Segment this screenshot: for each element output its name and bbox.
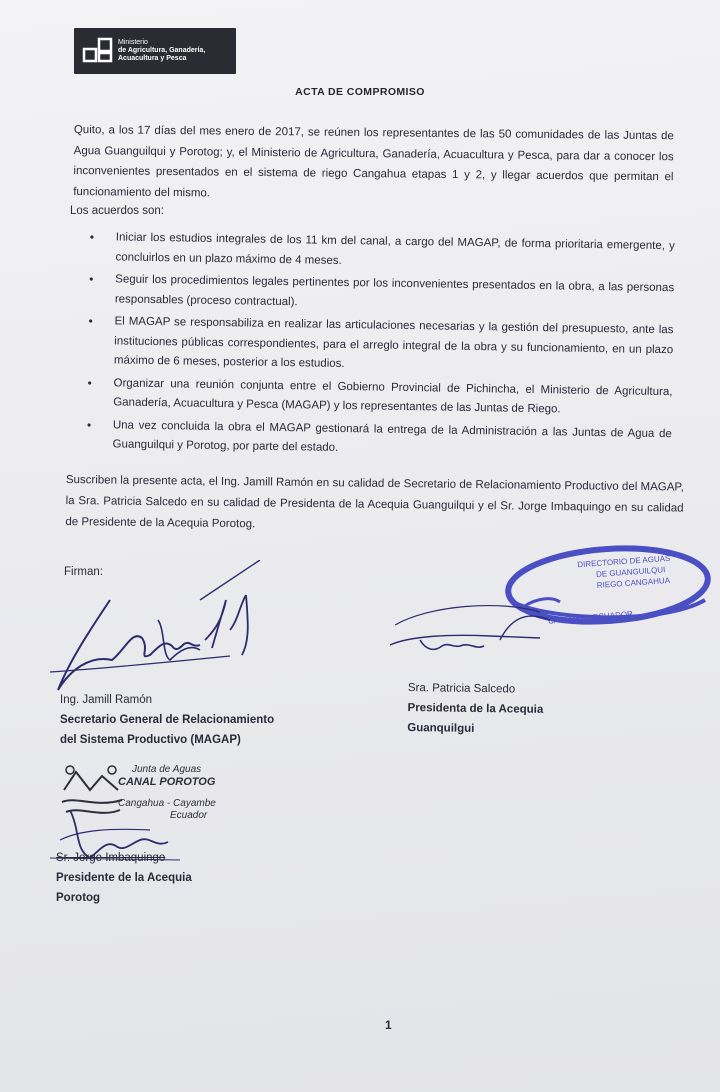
porotog-stamp-line-2: CANAL POROTOG <box>118 776 216 788</box>
salcedo-role-line-2: Guanquilgui <box>407 721 475 735</box>
ramon-name: Ing. Jamill Ramón <box>60 694 153 706</box>
salcedo-signatory-block <box>407 678 544 740</box>
ministry-logo-text <box>118 39 234 63</box>
porotog-stamp-line-1: Junta de Aguas <box>132 764 202 775</box>
ramon-signature <box>50 560 280 710</box>
guanguilqui-stamp-text <box>577 553 672 592</box>
ramon-role-line-1: Secretario General de Relacionamiento <box>60 714 275 726</box>
ramon-role-line-2: del Sistema Productivo (MAGAP) <box>60 734 241 746</box>
ministry-logo <box>74 28 236 74</box>
acuerdo-item: • El MAGAP se responsabiliza en realizar las articulaciones necesarias y la gestión del presupuesto, ante las instituciones públicas correspondientes, para el arreglo integral de la obra y su funcionamiento, en un plazo máximo de 6 meses, posterior a los estudios. <box>88 312 674 380</box>
logo-line-1: Ministerio <box>118 39 148 46</box>
guanguilqui-stamp-footer: CAYAMBE - ECUADOR <box>547 609 634 626</box>
ministry-emblem-icon <box>82 35 116 67</box>
intro-paragraph: Quito, a los 17 días del mes enero de 2017, se reúnen los representantes de las 50 comunidades de las Juntas de Agua Guanguilqui y Porotog; y, el Ministerio de Agricultura, Ganadería, Acuacultura y Pesca, para dar a conocer los inconvenientes presentados en el sistema de riego Cangahua etapas 1 y 2, y llegar acuerdos que permitan el funcionamiento del mismo. <box>73 123 674 199</box>
acuerdos-heading: Los acuerdos son: <box>70 205 164 217</box>
acuerdo-item: • Una vez concluida la obra el MAGAP gestionará la entrega de la Administración a las Juntas de Agua de Guanguilqui y Porotog, por parte del estado. <box>86 415 672 463</box>
acuerdo-item: • Seguir los procedimientos legales pertinentes por los inconvenientes presentados en la obra, a las personas responsables (proceso contractual). <box>89 270 675 318</box>
guanguilqui-stamp-line-1: DIRECTORIO DE AGUAS <box>577 553 671 570</box>
salcedo-name: Sra. Patricia Salcedo <box>407 681 516 696</box>
document-title: ACTA DE COMPROMISO <box>295 86 425 98</box>
imbaquingo-signatory-block <box>56 848 192 908</box>
page-number: 1 <box>385 1018 392 1032</box>
acuerdo-item: • Iniciar los estudios integrales de los 11 km del canal, a cargo del MAGAP, de forma prioritaria emergente, y concluirlos en un plazo máximo de 4 meses. <box>89 228 675 276</box>
porotog-stamp-line-3: Cangahua - Cayambe <box>118 798 216 809</box>
salcedo-role-line-1: Presidenta de la Acequia <box>407 701 544 716</box>
suscriben-paragraph: Suscriben la presente acta, el Ing. Jamill Ramón en su calidad de Secretario de Relacionamiento Productivo del MAGAP, la Sra. Patricia Salcedo en su calidad de Presidenta de la Acequia Guanguilqui y el Sr. Jorge Imbaquingo en su calidad de Presidente de la Acequia Porotog. <box>65 473 684 531</box>
acuerdos-list <box>86 228 675 467</box>
logo-line-3: Acuacultura y Pesca <box>118 55 187 62</box>
firman-label: Firman: <box>64 566 103 578</box>
imbaquingo-name: Sr. Jorge Imbaquingo <box>56 852 166 864</box>
ramon-signatory-block <box>60 690 274 750</box>
salcedo-signature <box>390 600 560 670</box>
imbaquingo-role-line-2: Porotog <box>56 892 101 904</box>
logo-line-2: de Agricultura, Ganadería, <box>118 47 206 54</box>
guanguilqui-stamp-line-2: DE GUANGUILQUI <box>595 565 666 579</box>
porotog-stamp-line-4: Ecuador <box>170 810 208 821</box>
imbaquingo-role-line-1: Presidente de la Acequia <box>56 872 192 884</box>
guanguilqui-stamp-line-3: RIEGO CANGAHUA <box>596 575 671 590</box>
acuerdo-item: • Organizar una reunión conjunta entre el Gobierno Provincial de Pichincha, el Ministerio de Agricultura, Ganadería, Acuacultura y Pesca (MAGAP) y los representantes de las Juntas de Riego. <box>87 373 673 421</box>
